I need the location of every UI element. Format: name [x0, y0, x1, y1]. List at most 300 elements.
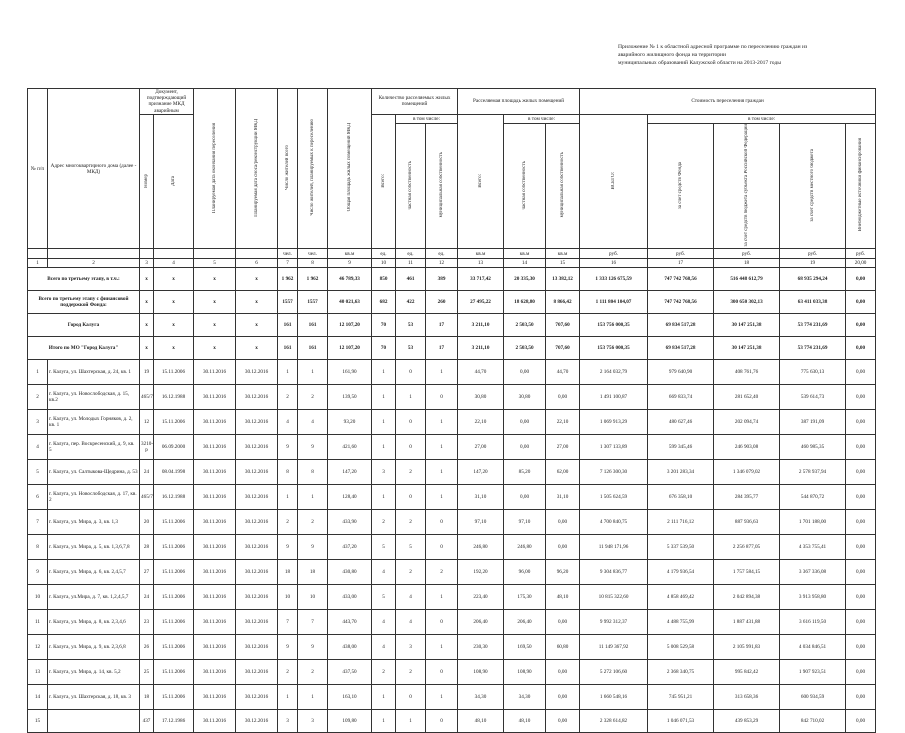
table-cell: 1 505 624,59 [580, 485, 648, 510]
table-cell: 4 179 936,54 [648, 560, 714, 585]
col-number-cell: 1 [28, 259, 48, 268]
table-cell: 0 [396, 485, 426, 510]
summary-cell: 161 [298, 314, 328, 337]
summary-cell: 63 411 033,38 [780, 291, 846, 314]
table-cell: 5 272 106,60 [580, 660, 648, 685]
table-row [28, 435, 876, 460]
table-cell: 44,70 [546, 360, 580, 385]
col-number-cell: 4 [154, 259, 194, 268]
table-cell: 2 [298, 660, 328, 685]
col-doc-date-header [154, 114, 194, 249]
summary-cell: 2 503,50 [504, 337, 546, 360]
table-cell: 3 913 958,80 [780, 585, 846, 610]
table-cell: 30.11.2016 [194, 710, 236, 733]
table-cell: 0,00 [546, 660, 580, 685]
table-cell: 11 [28, 610, 48, 635]
rooms-including-header: в том числе: [396, 114, 458, 123]
table-cell: 4 [372, 610, 396, 635]
unit-cell: руб. [780, 249, 846, 259]
summary-row [28, 337, 876, 360]
unit-cell: руб. [580, 249, 648, 259]
table-row [28, 485, 876, 510]
table-cell: 1 [426, 685, 458, 710]
rooms-municipal-label: муниципальная собственность [438, 152, 444, 218]
table-cell: 437,20 [328, 535, 372, 560]
summary-cell: 68 935 294,24 [780, 268, 846, 291]
table-cell: 480 627,46 [648, 410, 714, 435]
table-cell: 48,10 [458, 710, 504, 733]
summary-cell: 707,60 [546, 337, 580, 360]
summary-row [28, 314, 876, 337]
table-cell: 7 126 300,30 [580, 460, 648, 485]
table-cell: 0,00 [546, 610, 580, 635]
summary-cell: 33 717,42 [458, 268, 504, 291]
summary-cell: 53 [396, 314, 426, 337]
table-cell: 1 [298, 685, 328, 710]
area-private-label: частная собственность [521, 160, 527, 210]
table-cell: 24 [140, 460, 154, 485]
summary-cell: 2 503,50 [504, 314, 546, 337]
table-cell: 1 [426, 585, 458, 610]
table-cell: 97,10 [458, 510, 504, 535]
table-cell: 62,00 [546, 460, 580, 485]
summary-cell: 747 742 768,56 [648, 291, 714, 314]
table-cell: 1 069 913,29 [580, 410, 648, 435]
unit-cell: ед. [372, 249, 396, 259]
table-cell: 06.09.2000 [154, 435, 194, 460]
table-cell: 15.11.2006 [154, 635, 194, 660]
summary-cell: 707,60 [546, 314, 580, 337]
table-cell: 22,10 [546, 410, 580, 435]
table-cell: 25 [140, 660, 154, 685]
unit-cell: кв.м [504, 249, 546, 259]
table-cell: 2 [396, 510, 426, 535]
table-cell: 13 [28, 660, 48, 685]
summary-cell: 516 448 612,79 [714, 268, 780, 291]
table-cell: 0,00 [846, 585, 876, 610]
table-cell: 2 256 877,05 [714, 535, 780, 560]
unit-cell: руб. [846, 249, 876, 259]
area-municipal-label: муниципальная собственность [559, 152, 565, 218]
table-cell: 24 [140, 585, 154, 610]
summary-cell: 1557 [298, 291, 328, 314]
unit-cell [28, 249, 48, 259]
table-cell: 544 870,72 [780, 485, 846, 510]
summary-rows [28, 268, 876, 360]
table-cell: 439 853,29 [714, 710, 780, 733]
summary-cell: 422 [396, 291, 426, 314]
extra-label: Внебюджетные источники финансирования [857, 138, 863, 232]
table-cell: 4 [298, 410, 328, 435]
table-cell: 979 640,90 [648, 360, 714, 385]
table-cell: 1 660 548,16 [580, 685, 648, 710]
table-cell: 30.12.2016 [236, 560, 278, 585]
table-cell: 48,10 [546, 585, 580, 610]
table-cell: 30.11.2016 [194, 510, 236, 535]
table-cell: 281 652,40 [714, 385, 780, 410]
table-cell: 0,00 [846, 560, 876, 585]
table-cell: 460 985,35 [780, 435, 846, 460]
summary-label: Всего по третьему этапу, в т.ч.: [28, 268, 140, 291]
table-cell: 1 [298, 360, 328, 385]
table-cell: 676 358,10 [648, 485, 714, 510]
table-cell: 2 [28, 385, 48, 410]
summary-row [28, 268, 876, 291]
summary-cell: 389 [426, 268, 458, 291]
address-cell: г. Калуга, пер. Воскресенский, д. 9, кв. 5 [48, 435, 140, 460]
table-cell: 4 700 840,75 [580, 510, 648, 535]
table-cell: 1 [372, 435, 396, 460]
address-cell: г. Калуга, ул. Мира, д. 6, кв. 2,4,5,7 [48, 560, 140, 585]
table-cell: 0 [426, 510, 458, 535]
table-cell: 1 [372, 385, 396, 410]
table-cell: 600 934,59 [780, 685, 846, 710]
col-cost-header: Стоимость переселения граждан [580, 89, 876, 115]
summary-cell: 46 789,33 [328, 268, 372, 291]
table-cell: 2 328 614,82 [580, 710, 648, 733]
table-cell: 1 [396, 385, 426, 410]
table-cell: 96,20 [546, 560, 580, 585]
table-cell: 0,00 [504, 360, 546, 385]
table-cell: 1 [298, 485, 328, 510]
table-cell: 28 [140, 535, 154, 560]
table-cell: 12 [140, 410, 154, 435]
summary-cell: 1 333 126 675,59 [580, 268, 648, 291]
table-cell: 438,00 [328, 635, 372, 660]
table-cell: 14 [28, 685, 48, 710]
table-cell: 0 [426, 535, 458, 560]
col-residents-header [278, 89, 298, 249]
col-number-cell: 2 [48, 259, 140, 268]
table-cell: 1 046 071,53 [648, 710, 714, 733]
table-cell: 246 903,08 [714, 435, 780, 460]
summary-cell: 20 335,30 [504, 268, 546, 291]
summary-cell: 69 834 517,28 [648, 337, 714, 360]
summary-cell: 12 107,20 [328, 314, 372, 337]
table-cell: 2 [426, 560, 458, 585]
table-cell: 97,10 [504, 510, 546, 535]
address-cell: г. Калуга, ул. Мира, д. 8, кв. 2,3,4,6 [48, 610, 140, 635]
table-cell: 147,20 [458, 460, 504, 485]
table-cell: 4 [28, 435, 48, 460]
total-area-label: Общая площадь жилых помещений МКД [346, 123, 352, 212]
summary-cell: x [236, 314, 278, 337]
table-cell: 2 [278, 660, 298, 685]
table-cell: 30.12.2016 [236, 710, 278, 733]
col-number-cell: 13 [458, 259, 504, 268]
planned-demolition-label: Планируемая дата сноса/реконструкции МКД [253, 118, 259, 217]
table-cell: 9 [28, 560, 48, 585]
table-cell: 8 [28, 535, 48, 560]
table-cell: 0 [426, 660, 458, 685]
table-cell: 1 907 923,51 [780, 660, 846, 685]
col-rooms-municipal-header [426, 123, 458, 249]
summary-cell: 682 [372, 291, 396, 314]
table-cell: 0,00 [846, 385, 876, 410]
table-cell: 0 [426, 385, 458, 410]
table-cell: 995 842,42 [714, 660, 780, 685]
unit-cell: ед. [426, 249, 458, 259]
table-cell: 3 367 336,08 [780, 560, 846, 585]
table-cell: 443,70 [328, 610, 372, 635]
summary-cell: 0,00 [846, 337, 876, 360]
table-cell: 1 757 584,15 [714, 560, 780, 585]
table-cell: 775 630,13 [780, 360, 846, 385]
table-cell: 1 [426, 360, 458, 385]
summary-cell: 153 756 000,35 [580, 314, 648, 337]
table-cell: 18 [278, 560, 298, 585]
summary-cell: x [236, 268, 278, 291]
table-cell: 30.11.2016 [194, 635, 236, 660]
table-cell: 433,00 [328, 585, 372, 610]
col-fund-header [648, 123, 714, 249]
summary-cell: x [154, 337, 194, 360]
table-cell: 1 [372, 485, 396, 510]
table-cell: 2 [396, 660, 426, 685]
rooms-total-label: Всего: [380, 173, 386, 188]
summary-cell: 260 [426, 291, 458, 314]
unit-cell: руб. [648, 249, 714, 259]
table-cell: 1 [372, 710, 396, 733]
col-address-header: Адрес многоквартирного дома (далее - МКД) [48, 89, 140, 249]
table-cell: 10 [298, 585, 328, 610]
table-cell: 1 [426, 435, 458, 460]
col-number-cell: 3 [140, 259, 154, 268]
table-cell: 599 345,46 [648, 435, 714, 460]
summary-cell: 17 [426, 337, 458, 360]
table-cell: 30.11.2016 [194, 485, 236, 510]
col-area-total-header [458, 114, 504, 249]
unit-cell [194, 249, 236, 259]
residents-label: Число жителей всего [284, 145, 290, 191]
table-cell: 2 111 716,12 [648, 510, 714, 535]
table-cell: 2 [372, 660, 396, 685]
table-cell: 4 353 755,41 [780, 535, 846, 560]
table-cell: 4 [372, 635, 396, 660]
table-cell: 161,90 [328, 360, 372, 385]
table-cell: 108,90 [504, 660, 546, 685]
summary-cell: 18 628,80 [504, 291, 546, 314]
table-cell: 3 [298, 710, 328, 733]
table-cell: 1 [426, 460, 458, 485]
table-cell: 30,80 [504, 385, 546, 410]
table-cell: 6 [28, 485, 48, 510]
col-regional-header [714, 123, 780, 249]
summary-cell: 53 [396, 337, 426, 360]
table-cell: 15.11.2006 [154, 585, 194, 610]
table-cell: 1 491 100,87 [580, 385, 648, 410]
table-cell: 10 815 322,60 [580, 585, 648, 610]
table-cell: 202 094,74 [714, 410, 780, 435]
table-cell: 15.11.2006 [154, 660, 194, 685]
summary-cell: 1 962 [278, 268, 298, 291]
house-rows [28, 360, 876, 733]
table-cell: 15.11.2006 [154, 535, 194, 560]
table-cell: 2 368 340,75 [648, 660, 714, 685]
table-cell: 0,00 [846, 360, 876, 385]
local-label: за счет средств местного бюджета [809, 148, 815, 222]
table-cell: 30.12.2016 [236, 510, 278, 535]
table-cell: 9 [278, 635, 298, 660]
summary-cell: 3 211,10 [458, 337, 504, 360]
table-cell: 109,80 [328, 710, 372, 733]
col-number-cell: 5 [194, 259, 236, 268]
summary-cell: 70 [372, 314, 396, 337]
table-cell: 9 [278, 435, 298, 460]
summary-cell: 53 774 231,69 [780, 337, 846, 360]
table-cell: 27,00 [546, 435, 580, 460]
table-cell: 60,80 [546, 635, 580, 660]
table-cell: 7 [278, 610, 298, 635]
table-cell: 192,20 [458, 560, 504, 585]
col-num-header: № п/п [28, 89, 48, 249]
table-row [28, 685, 876, 710]
summary-cell: 40 021,63 [328, 291, 372, 314]
table-cell: 2 [278, 510, 298, 535]
table-cell: 0,00 [846, 635, 876, 660]
table-cell: 30,80 [458, 385, 504, 410]
summary-cell: 153 756 000,35 [580, 337, 648, 360]
col-number-cell: 6 [236, 259, 278, 268]
table-cell: 30.12.2016 [236, 360, 278, 385]
summary-row [28, 291, 876, 314]
units-row [28, 249, 876, 259]
summary-cell: 300 650 302,13 [714, 291, 780, 314]
col-residents-planned-header [298, 89, 328, 249]
col-number-cell: 19 [780, 259, 846, 268]
col-number-cell: 16 [580, 259, 648, 268]
table-cell: 10 [28, 585, 48, 610]
table-cell: 34,30 [458, 685, 504, 710]
col-extra-header [846, 123, 876, 249]
col-cost-total-header [580, 114, 648, 249]
summary-cell: 1 962 [298, 268, 328, 291]
appendix-header [618, 43, 898, 67]
doc-date-label: Дата [170, 175, 176, 186]
address-cell: г. Калуга, ул. Мира, д. 14, кв. 5,2 [48, 660, 140, 685]
table-cell: 30.12.2016 [236, 610, 278, 635]
table-cell: 30.11.2016 [194, 610, 236, 635]
col-number-cell: 15 [546, 259, 580, 268]
table-cell: 139,50 [328, 385, 372, 410]
table-cell: 147,20 [328, 460, 372, 485]
table-cell: 30.11.2016 [194, 560, 236, 585]
table-cell: 10 [278, 585, 298, 610]
table-cell: 30.11.2016 [194, 660, 236, 685]
col-number-cell: 20,00 [846, 259, 876, 268]
col-number-cell: 9 [328, 259, 372, 268]
summary-cell: 1557 [278, 291, 298, 314]
table-cell: 387 191,09 [780, 410, 846, 435]
table-cell: 408 761,76 [714, 360, 780, 385]
table-cell: 313 658,36 [714, 685, 780, 710]
col-area-relocated-header: Расселяемая площадь жилых помещений [458, 89, 580, 115]
table-cell: 31,10 [458, 485, 504, 510]
table-cell: 30.11.2016 [194, 360, 236, 385]
area-including-header: в том числе: [504, 114, 580, 123]
table-cell: 4 [396, 585, 426, 610]
table-cell: 44,70 [458, 360, 504, 385]
unit-cell [236, 249, 278, 259]
table-cell: 0,00 [846, 710, 876, 733]
table-cell: 206,40 [504, 610, 546, 635]
rooms-private-label: частная собственность [407, 160, 413, 210]
table-cell: 08.04.1998 [154, 460, 194, 485]
summary-cell: x [194, 291, 236, 314]
table-cell: 0,00 [846, 610, 876, 635]
table-row [28, 660, 876, 685]
table-cell: 15.11.2006 [154, 685, 194, 710]
appendix-line-3: муниципальных образований Калужской области на 2013-2017 годы [618, 60, 782, 66]
table-cell: 17.12.1986 [154, 710, 194, 733]
table-cell: 128,40 [328, 485, 372, 510]
table-cell: 16.12.1988 [154, 385, 194, 410]
table-cell: 163,10 [328, 685, 372, 710]
address-cell: г. Калуга, ул. Новослободская, д. 17, кв. 2 [48, 485, 140, 510]
table-cell: 5 [396, 535, 426, 560]
table-cell: 1 [372, 360, 396, 385]
summary-cell: x [140, 291, 154, 314]
table-cell: 96,00 [504, 560, 546, 585]
address-cell: г. Калуга, ул. Мира, д. 5, кв. 1,3,6,7,8 [48, 535, 140, 560]
table-cell: 5 008 529,58 [648, 635, 714, 660]
table-cell: 30.11.2016 [194, 410, 236, 435]
doc-number-label: Номер [143, 173, 149, 188]
table-row [28, 460, 876, 485]
table-cell: 30.12.2016 [236, 660, 278, 685]
unit-cell: кв.м [458, 249, 504, 259]
summary-cell: 30 147 251,38 [714, 314, 780, 337]
table-row [28, 510, 876, 535]
table-cell: 887 936,63 [714, 510, 780, 535]
summary-cell: x [154, 268, 194, 291]
table-cell: 169,50 [504, 635, 546, 660]
summary-cell: x [140, 314, 154, 337]
table-cell: 206,40 [458, 610, 504, 635]
address-cell: г. Калуга, ул. Салтыкова-Щедрина, д. 53 [48, 460, 140, 485]
table-cell: 1 [426, 635, 458, 660]
summary-cell: 747 742 768,56 [648, 268, 714, 291]
summary-cell: 69 834 517,28 [648, 314, 714, 337]
table-cell: 9 [278, 535, 298, 560]
cost-including-header: в том числе: [648, 114, 876, 123]
col-planned-demolition-header [236, 89, 278, 249]
table-cell: 5 [28, 460, 48, 485]
table-cell: 0 [426, 610, 458, 635]
table-cell: 2 164 032,79 [580, 360, 648, 385]
table-row [28, 610, 876, 635]
area-total-label: Всего: [477, 173, 483, 188]
table-cell: 1 307 133,89 [580, 435, 648, 460]
relocation-table [27, 88, 876, 733]
table-cell: 9 [298, 435, 328, 460]
table-cell: 30.11.2016 [194, 685, 236, 710]
table-cell: 433,90 [328, 510, 372, 535]
table-cell: 0,00 [546, 385, 580, 410]
table-cell: 93,20 [328, 410, 372, 435]
col-area-private-header [504, 123, 546, 249]
table-cell: 223,40 [458, 585, 504, 610]
table-cell: 31,10 [546, 485, 580, 510]
table-cell: 1 [278, 685, 298, 710]
table-cell: 15.11.2006 [154, 410, 194, 435]
table-cell: 15 [28, 710, 48, 733]
table-cell: 3 [396, 635, 426, 660]
col-total-area-header [328, 89, 372, 249]
table-cell: 3 [372, 460, 396, 485]
table-row [28, 710, 876, 733]
table-cell: 30.12.2016 [236, 635, 278, 660]
